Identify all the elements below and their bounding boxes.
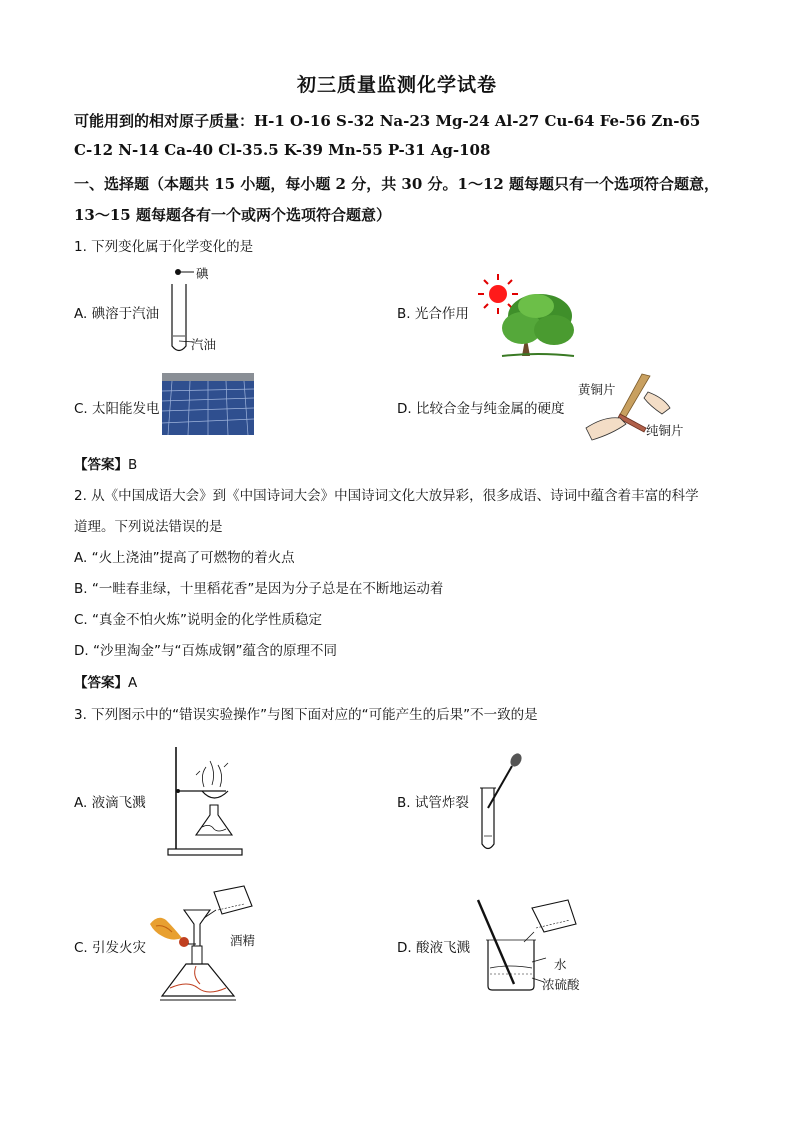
page-title: 初三质量监测化学试卷 <box>296 74 497 96</box>
dropper-test-tube-icon <box>474 752 530 856</box>
q1-answer-value: B <box>128 457 138 473</box>
q1-a-label-iodine: 碘 <box>196 266 209 281</box>
q2-option-c: C. “真金不怕火炼”说明金的化学性质稳定 <box>74 612 322 628</box>
q1-a-label-gasoline: 汽油 <box>191 337 217 352</box>
q2-answer <box>74 671 137 691</box>
q1-stem: 1. 下列变化属于化学变化的是 <box>74 239 254 255</box>
q2-answer-value: A <box>128 675 138 691</box>
q3-d-label-acid: 浓硫酸 <box>542 977 580 992</box>
q1-answer <box>74 453 137 473</box>
q2-option-d: D. “沙里淘金”与“百炼成钢”蕴含的原理不同 <box>74 643 337 659</box>
q2-option-b: B. “一畦春韭绿，十里稻花香”是因为分子总是在不断地运动着 <box>74 581 444 597</box>
evaporating-dish-stand-icon <box>166 745 246 857</box>
q3-option-c: C. 引发火灾 <box>74 940 147 956</box>
q1-answer-tag: 【答案】 <box>74 457 128 473</box>
section-heading-line-2: 13～15 题每题各有一个或两个选项符合题意） <box>74 206 391 224</box>
q1-option-a: A. 碘溶于汽油 <box>74 306 160 322</box>
q1-option-c: C. 太阳能发电 <box>74 401 160 417</box>
atomic-masses-line-1: 可能用到的相对原子质量：H-1 O-16 S-32 Na-23 Mg-24 Al-27 Cu-64 Fe-56 Zn-65 <box>74 112 701 130</box>
q1-d-label-copper: 纯铜片 <box>646 423 684 438</box>
q3-c-label-alcohol: 酒精 <box>230 933 256 948</box>
q2-stem-line-1: 2. 从《中国成语大会》到《中国诗词大会》中国诗词文化大放异彩，很多成语、诗词中蕴含着丰富的科学 <box>74 488 699 504</box>
q1-option-b: B. 光合作用 <box>397 306 469 322</box>
solar-panel-icon <box>162 373 254 435</box>
q2-stem-line-2: 道理。下列说法错误的是 <box>74 519 223 535</box>
q2-option-a: A. “火上浇油”提高了可燃物的着火点 <box>74 550 295 566</box>
section-heading-line-1: 一、选择题（本题共 15 小题，每小题 2 分，共 30 分。1～12 题每题只有一个选项符合题意， <box>74 175 720 193</box>
atomic-masses-line-2: C-12 N-14 Ca-40 Cl-35.5 K-39 Mn-55 P-31 Ag-108 <box>74 141 491 159</box>
q3-option-d: D. 酸液飞溅 <box>397 940 470 956</box>
q2-answer-tag: 【答案】 <box>74 675 128 691</box>
q3-option-b: B. 试管炸裂 <box>397 795 469 811</box>
q1-d-label-brass: 黄铜片 <box>578 382 616 397</box>
sun-tree-icon <box>478 272 578 360</box>
q3-stem: 3. 下列图示中的“错误实验操作”与图下面对应的“可能产生的后果”不一致的是 <box>74 707 538 723</box>
q3-d-label-water: 水 <box>554 957 567 972</box>
q3-option-a: A. 液滴飞溅 <box>74 795 146 811</box>
q1-option-d: D. 比较合金与纯金属的硬度 <box>397 401 565 417</box>
